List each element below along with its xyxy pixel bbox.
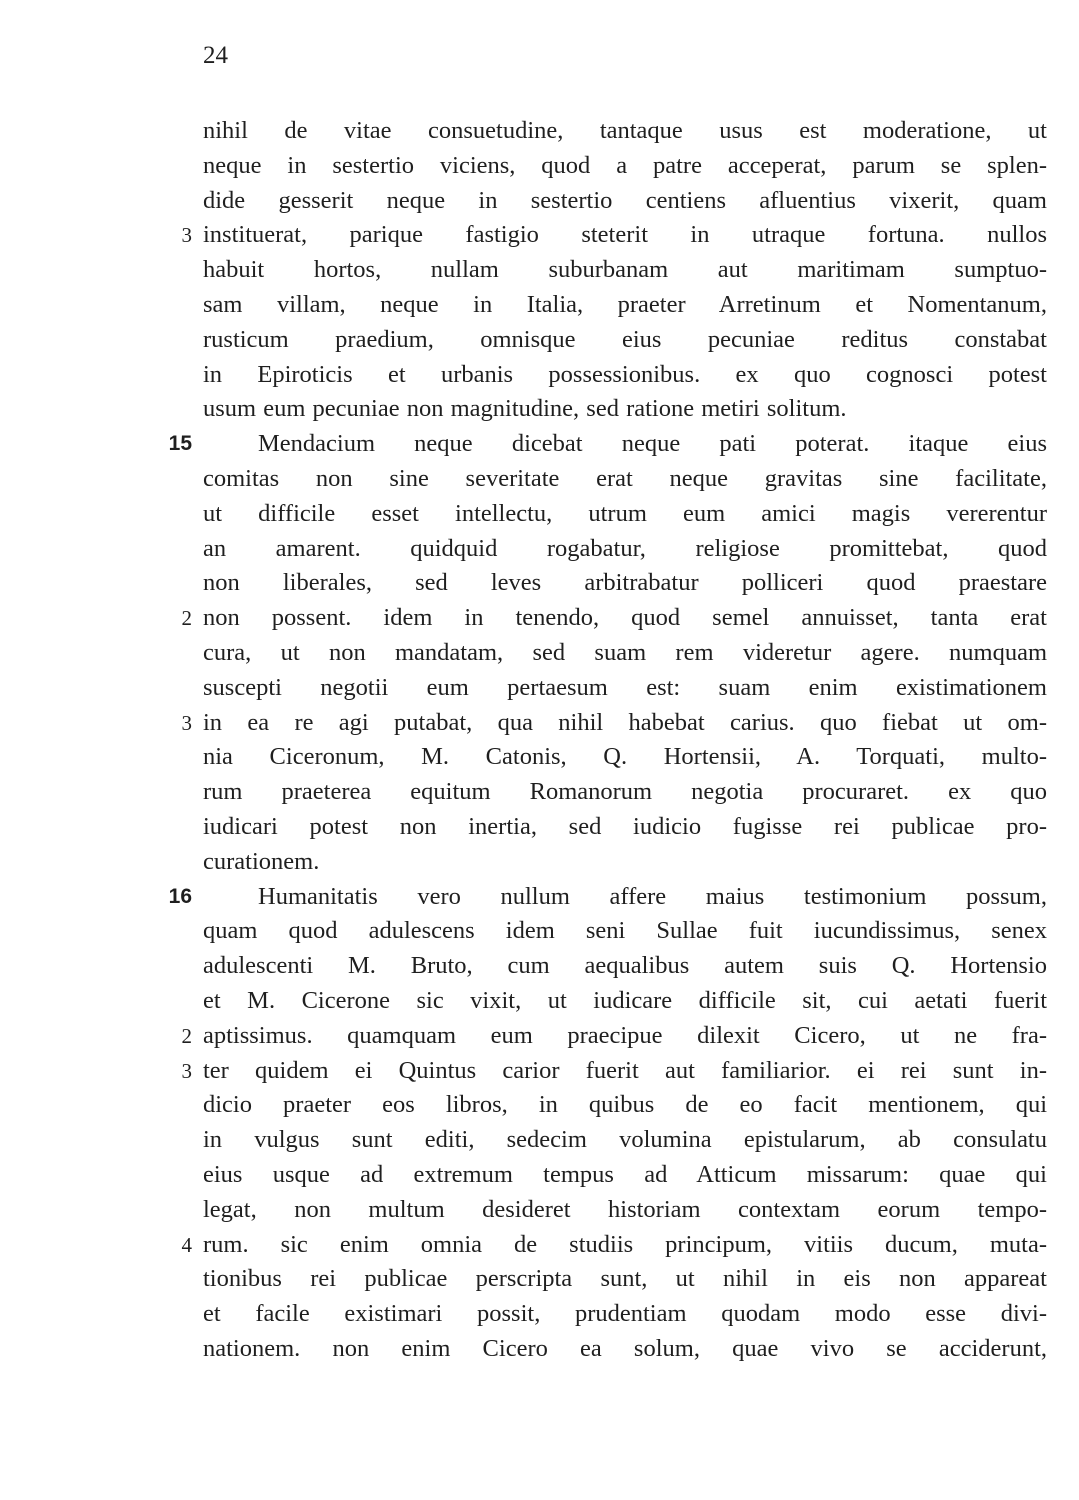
text-line	[0, 706, 1079, 741]
text-line	[0, 740, 1079, 775]
line-text: suscepti negotii eum pertaesum est: suam enim existimationem	[203, 673, 1047, 701]
line-text: tionibus rei publicae perscripta sunt, ut nihil in eis non appareat	[203, 1265, 1047, 1293]
line-text: quam quod adulescens idem seni Sullae fuit iucundissimus, senex	[203, 917, 1047, 945]
line-text: in vulgus sunt editi, sedecim volumina epistularum, ab consulatu	[203, 1126, 1047, 1154]
line-text: in ea re agi putabat, qua nihil habebat carius. quo fiebat ut om-	[203, 708, 1047, 736]
line-text: rum. sic enim omnia de studiis principum, vitiis ducum, muta-	[203, 1230, 1047, 1258]
text-line	[0, 671, 1079, 706]
line-text: in Epiroticis et urbanis possessionibus. ex quo cognosci potest	[203, 360, 1047, 388]
text-line	[0, 1193, 1079, 1228]
section-number: 15	[168, 432, 192, 456]
text-line	[0, 775, 1079, 810]
line-text: nihil de vitae consuetudine, tantaque usus est moderatione, ut	[203, 117, 1047, 144]
text-line	[0, 392, 1079, 427]
text-line	[0, 636, 1079, 671]
line-text: et facile existimari possit, prudentiam quodam modo esse divi-	[203, 1300, 1047, 1328]
text-line	[0, 845, 1079, 880]
text-line	[0, 1019, 1079, 1054]
text-line	[0, 1228, 1079, 1263]
text-line	[0, 566, 1079, 601]
line-text: instituerat, parique fastigio steterit in utraque fortuna. nullos	[203, 221, 1047, 249]
line-text: rum praeterea equitum Romanorum negotia procuraret. ex quo	[203, 778, 1047, 806]
text-line	[0, 532, 1079, 567]
line-text: dide gesserit neque in sestertio centiens afluentius vixerit, quam	[203, 186, 1047, 214]
line-text: an amarent. quidquid rogabatur, religiose promittebat, quod	[203, 534, 1047, 562]
text-line	[0, 253, 1079, 288]
line-text: Mendacium neque dicebat neque pati poterat. itaque eius	[258, 430, 1047, 458]
text-body	[0, 114, 1079, 1367]
text-line	[0, 1158, 1079, 1193]
line-text: dicio praeter eos libros, in quibus de eo facit mentionem, qui	[203, 1091, 1047, 1119]
line-text: non possent. idem in tenendo, quod semel annuisset, tanta erat	[203, 604, 1047, 632]
text-line	[0, 497, 1079, 532]
text-line	[0, 1054, 1079, 1089]
text-line	[0, 149, 1079, 184]
line-text: usum eum pecuniae non magnitudine, sed ratione metiri solitum.	[203, 395, 847, 423]
line-text: sam villam, neque in Italia, praeter Arretinum et Nomentanum,	[203, 290, 1047, 318]
text-line	[0, 1297, 1079, 1332]
line-text: eius usque ad extremum tempus ad Atticum missarum: quae qui	[203, 1160, 1047, 1188]
line-text: curationem.	[203, 847, 320, 875]
line-text: nationem. non enim Cicero ea solum, quae vivo se acciderunt,	[203, 1334, 1047, 1362]
margin-number: 3	[181, 1058, 192, 1083]
line-text: nia Ciceronum, M. Catonis, Q. Hortensii, A. Torquati, multo-	[203, 743, 1047, 771]
text-line	[0, 288, 1079, 323]
margin-number: 2	[181, 606, 192, 631]
text-line	[0, 358, 1079, 393]
line-text: Humanitatis vero nullum affere maius testimonium possum,	[258, 882, 1047, 910]
line-text: adulescenti M. Bruto, cum aequalibus autem suis Q. Hortensio	[203, 952, 1047, 980]
text-line	[0, 1332, 1079, 1367]
line-text: legat, non multum desideret historiam contextam eorum tempo-	[203, 1195, 1047, 1223]
text-line	[0, 949, 1079, 984]
text-line	[0, 601, 1079, 636]
line-text: ut difficile esset intellectu, utrum eum amici magis vererentur	[203, 499, 1047, 527]
line-text: habuit hortos, nullam suburbanam aut maritimam sumptuo-	[203, 256, 1047, 284]
text-line	[0, 218, 1079, 253]
line-text: cura, ut non mandatam, sed suam rem videretur agere. numquam	[203, 638, 1047, 666]
line-text: ter quidem ei Quintus carior fuerit aut familiarior. ei rei sunt in-	[203, 1056, 1047, 1084]
text-line	[0, 914, 1079, 949]
page-number: 24	[203, 42, 228, 69]
margin-number: 2	[181, 1023, 192, 1048]
margin-number: 3	[181, 710, 192, 735]
text-line	[0, 427, 1079, 462]
line-text: rusticum praedium, omnisque eius pecuniae reditus constabat	[203, 325, 1047, 353]
text-line	[0, 114, 1079, 149]
text-line	[0, 462, 1079, 497]
text-line	[0, 184, 1079, 219]
line-text: comitas non sine severitate erat neque gravitas sine facilitate,	[203, 464, 1047, 492]
text-line	[0, 1262, 1079, 1297]
margin-number: 4	[181, 1232, 192, 1257]
margin-number: 3	[181, 223, 192, 248]
text-line	[0, 1088, 1079, 1123]
line-text: et M. Cicerone sic vixit, ut iudicare difficile sit, cui aetati fuerit	[203, 986, 1047, 1014]
text-line	[0, 323, 1079, 358]
text-line	[0, 810, 1079, 845]
section-number: 16	[168, 884, 192, 908]
text-line	[0, 880, 1079, 915]
line-text: iudicari potest non inertia, sed iudicio fugisse rei publicae pro-	[203, 812, 1047, 840]
line-text: non liberales, sed leves arbitrabatur polliceri quod praestare	[203, 569, 1047, 597]
line-text: neque in sestertio viciens, quod a patre acceperat, parum se splen-	[203, 151, 1047, 179]
text-line	[0, 1123, 1079, 1158]
line-text: aptissimus. quamquam eum praecipue dilexit Cicero, ut ne fra-	[203, 1021, 1047, 1049]
text-line	[0, 984, 1079, 1019]
